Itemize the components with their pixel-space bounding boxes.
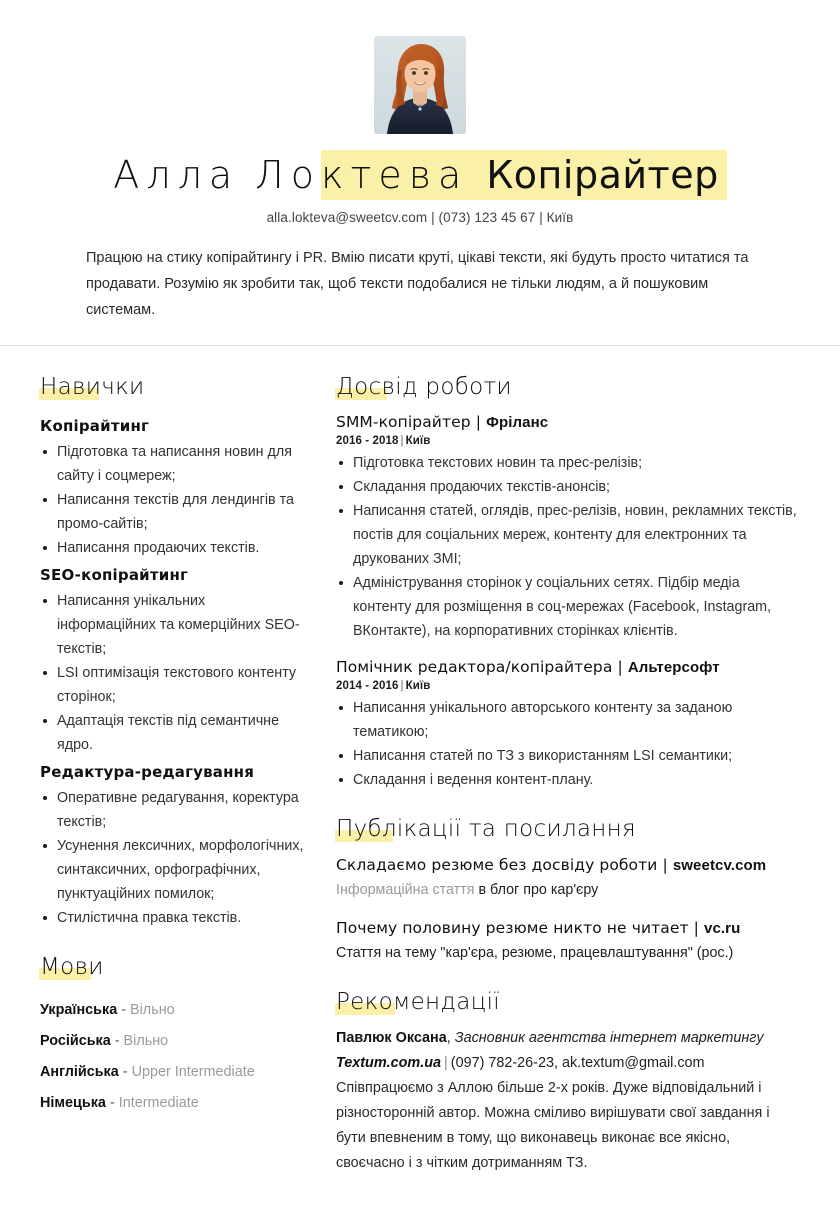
- language-dash: -: [109, 1095, 115, 1111]
- publications-section: [336, 814, 800, 965]
- recommender-role: Засновник агентства інтернет маркетингу: [454, 1030, 764, 1046]
- recommender-name: Павлюк Оксана: [336, 1030, 447, 1046]
- list-item: Написання продаючих текстів.: [40, 536, 306, 560]
- language-dash: -: [122, 1064, 128, 1080]
- list-item: Адміністрування сторінок у соціальних сетях. Підбір медіа контенту для розміщення в соц-мережах (Facebook, Instagram, ВКонтакте), на корпоративних сторінках клієнтів.: [336, 571, 800, 643]
- list-item: Стилістична правка текстів.: [40, 906, 306, 930]
- publication-subtitle-muted: Інформаційна стаття: [336, 882, 475, 898]
- recommendation-body: Співпрацюємо з Аллою більше 2-х років. Дуже відповідальний і різносторонній автор. Можна сміливо вирішувати свої завдання і бути впевненим в тому, що виконавець виконає все якісно, своєчасно і з чітким дотриманням ТЗ.: [336, 1080, 770, 1171]
- publication-subtitle: [336, 878, 800, 902]
- portrait-illustration: [374, 36, 466, 134]
- recommendations-section: [336, 987, 800, 1176]
- job-separator: |: [617, 658, 623, 676]
- right-column: [324, 372, 800, 1198]
- publication-title-line: [336, 853, 800, 878]
- skill-item-list: [40, 589, 306, 757]
- list-item: Написання унікальних інформаційних та комерційних SEO-текстів;: [40, 589, 306, 661]
- recommender-contacts: (097) 782-26-23, ak.textum@gmail.com: [450, 1055, 705, 1071]
- language-list: [40, 995, 306, 1119]
- publication-title: Складаємо резюме без досвіду роботи: [336, 856, 658, 874]
- experience-section: [336, 372, 800, 792]
- language-name: Англійська: [40, 1064, 119, 1080]
- experience-heading-text: Досвід роботи: [336, 374, 512, 400]
- publication-title-line: [336, 916, 800, 941]
- last-name: [255, 150, 468, 200]
- skills-section: [40, 372, 306, 930]
- publications-heading-wrap: [336, 814, 800, 853]
- job-title-line: [336, 411, 800, 434]
- publications-heading: [336, 814, 636, 844]
- recommendation-entry: [336, 1026, 800, 1176]
- language-row: [40, 1026, 306, 1057]
- experience-entry: [336, 656, 800, 792]
- language-name: Німецька: [40, 1095, 106, 1111]
- recommender-website[interactable]: Textum.com.ua: [336, 1055, 442, 1071]
- skill-item-list: [40, 786, 306, 930]
- language-dash: -: [121, 1002, 126, 1018]
- contact-line: alla.lokteva@sweetcv.com | (073) 123 45 67 | Київ: [266, 210, 574, 225]
- first-name: Алла: [113, 153, 240, 197]
- publication-separator: |: [693, 919, 699, 937]
- job-period: 2016 - 2018: [336, 435, 399, 447]
- list-item: Написання статей, оглядів, прес-релізів, новин, рекламних текстів, постів для соціальних мереж, контенту для електронних та друкованих ЗМІ;: [336, 499, 800, 571]
- language-level: Вільно: [123, 1033, 169, 1049]
- job-title-line: [336, 656, 800, 679]
- skill-group: [40, 761, 306, 930]
- list-item: Написання унікального авторського контенту за заданою тематикою;: [336, 696, 800, 744]
- skill-group-title: Редактура-редагування: [40, 763, 255, 781]
- list-item: Написання текстів для лендингів та промо-сайтів;: [40, 488, 306, 536]
- publication-subtitle-rest: Стаття на тему "кар'єра, резюме, працевлаштування" (рос.): [336, 945, 734, 961]
- list-item: Усунення лексичних, морфологічних, синтаксичних, орфографічних, пунктуаційних помилок;: [40, 834, 306, 906]
- language-level: Upper Intermediate: [131, 1064, 255, 1080]
- skills-heading-text: Навички: [40, 374, 145, 400]
- full-name: [40, 150, 800, 200]
- language-row: [40, 995, 306, 1026]
- recommender-pipe: |: [444, 1055, 448, 1071]
- publication-source-link[interactable]: vc.ru: [704, 920, 741, 937]
- left-column: [40, 372, 324, 1141]
- list-item: Написання статей по ТЗ з використанням LSI семантики;: [336, 744, 800, 768]
- language-level: Вільно: [130, 1002, 175, 1018]
- resume-body: [0, 346, 840, 1228]
- job-meta-separator: |: [400, 680, 404, 692]
- job-location: Київ: [405, 435, 431, 447]
- languages-heading: [40, 952, 104, 982]
- list-item: Адаптація текстів під семантичне ядро.: [40, 709, 306, 757]
- avatar: [374, 36, 466, 134]
- publication-entry: [336, 916, 800, 965]
- job-separator: |: [475, 413, 482, 431]
- last-name-plain: Ло: [255, 153, 321, 197]
- publication-entry: [336, 853, 800, 902]
- skills-heading: [40, 372, 145, 402]
- job-position: Помічник редактора/копірайтера: [336, 658, 613, 676]
- skill-group: [40, 415, 306, 560]
- list-item: Підготовка текстових новин та прес-релізів;: [336, 451, 800, 475]
- publication-subtitle: [336, 941, 800, 965]
- skills-heading-wrap: [40, 372, 306, 411]
- job-period: 2014 - 2016: [336, 680, 399, 692]
- publication-separator: |: [662, 856, 668, 874]
- language-level: Intermediate: [118, 1095, 199, 1111]
- resume-header: [0, 0, 840, 323]
- skill-item-list: [40, 440, 306, 560]
- list-item: LSI оптимізація текстового контенту сторінок;: [40, 661, 306, 709]
- publication-source-link[interactable]: sweetcv.com: [672, 857, 767, 874]
- portrait-photo: [374, 36, 466, 134]
- skill-group: [40, 564, 306, 757]
- recommendations-heading-wrap: [336, 987, 800, 1026]
- language-dash: -: [114, 1033, 120, 1049]
- list-item: Складання і ведення контент-плану.: [336, 768, 800, 792]
- recommender-comma: ,: [446, 1030, 451, 1046]
- job-meta-separator: |: [400, 435, 404, 447]
- job-meta-line: [336, 435, 800, 447]
- recommendations-heading: [336, 987, 500, 1017]
- language-name: Українська: [40, 1002, 118, 1018]
- job-meta-line: [336, 680, 800, 692]
- skill-group-title: Копірайтинг: [40, 417, 150, 435]
- recommendations-heading-text: Рекомендації: [336, 989, 500, 1015]
- skill-group-title: SEO-копірайтинг: [40, 566, 189, 584]
- experience-heading: [336, 372, 512, 402]
- profile-summary: Працюю на стику копірайтингу і PR. Вмію писати круті, цікаві тексти, які будуть просто читатися та продавати. Розумію як зробити так, щоб тексти подобалися не тільки людям, а й пошуковим системам.: [86, 250, 749, 318]
- languages-heading-wrap: [40, 952, 306, 991]
- list-item: Складання продаючих текстів-анонсів;: [336, 475, 800, 499]
- languages-section: [40, 952, 306, 1119]
- job-location: Київ: [405, 680, 431, 692]
- list-item: Підготовка та написання новин для сайту і соцмереж;: [40, 440, 306, 488]
- job-employer: Альтерсофт: [627, 659, 720, 676]
- experience-heading-wrap: [336, 372, 800, 411]
- languages-heading-text: Мови: [40, 954, 104, 980]
- job-position: SMM-копірайтер: [336, 413, 471, 431]
- job-role-title: Копірайтер: [468, 150, 726, 200]
- publication-title: Почему половину резюме никто не читает: [336, 919, 689, 937]
- list-item: Оперативне редагування, коректура текстів;: [40, 786, 306, 834]
- job-duty-list: [336, 451, 800, 643]
- recommender-line: [336, 1026, 800, 1076]
- job-duty-list: [336, 696, 800, 792]
- job-employer: Фріланс: [486, 414, 549, 431]
- language-name: Російська: [40, 1033, 111, 1049]
- language-row: [40, 1057, 306, 1088]
- experience-entry: [336, 411, 800, 643]
- last-name-highlighted: ктева: [321, 150, 468, 200]
- publication-subtitle-rest: в блог про кар'єру: [474, 882, 599, 898]
- publications-heading-text: Публікації та посилання: [336, 816, 636, 842]
